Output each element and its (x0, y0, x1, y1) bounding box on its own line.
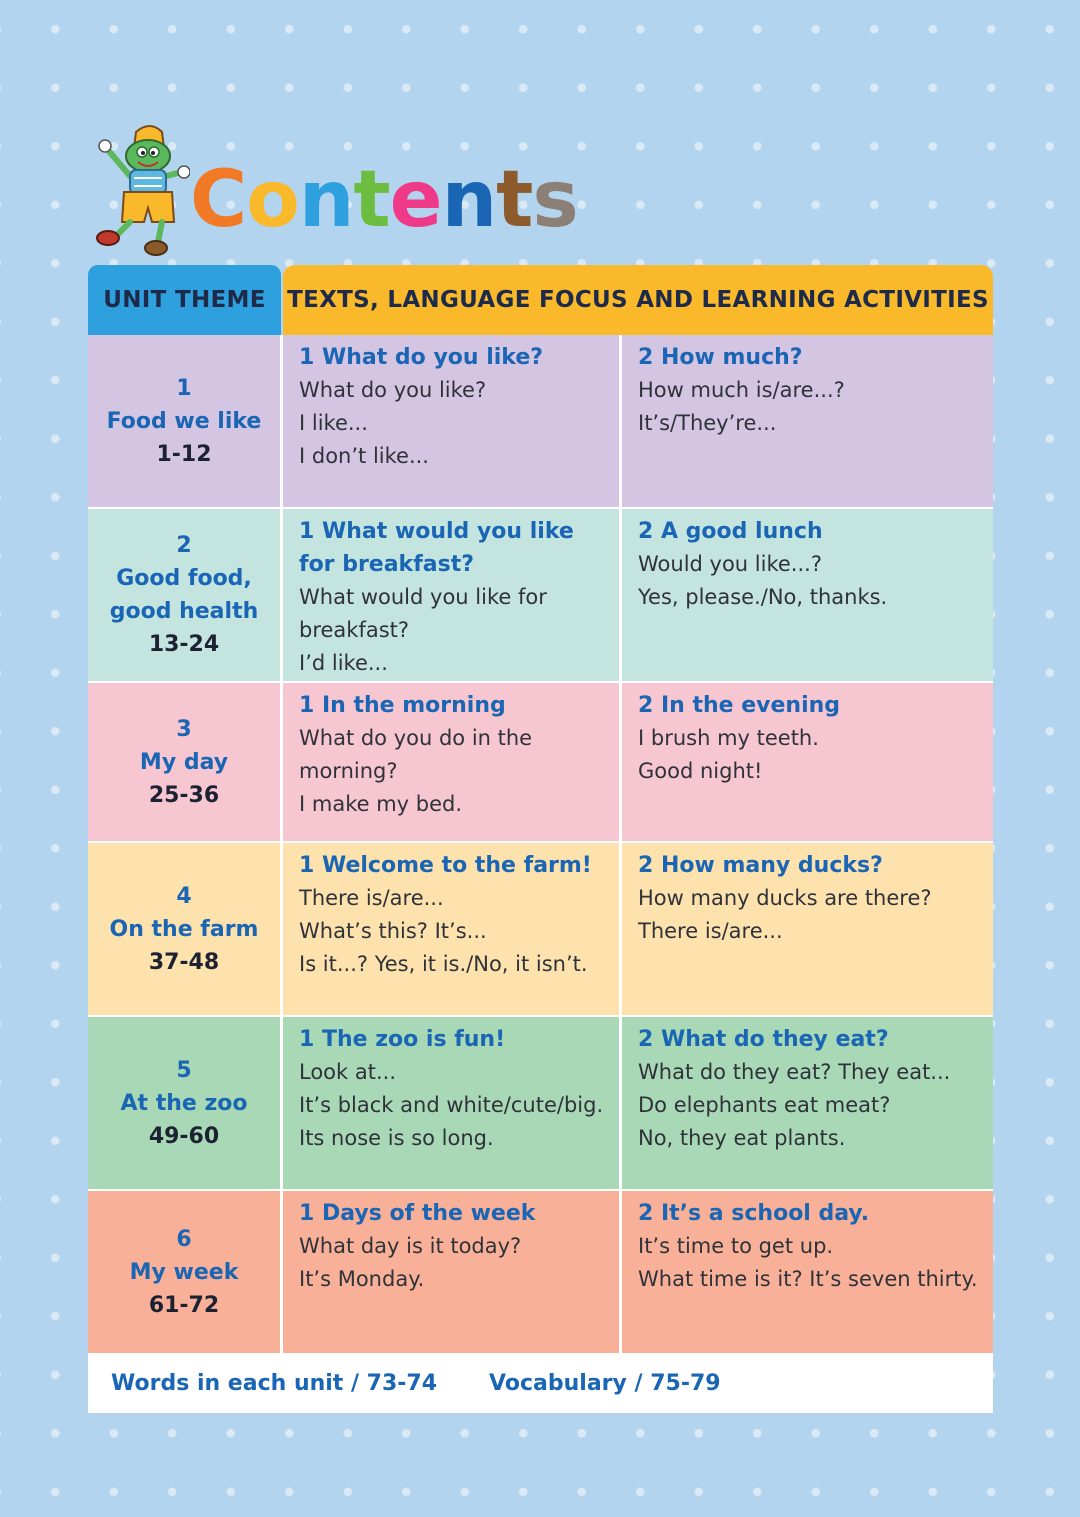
lesson-line: Look at... (299, 1060, 396, 1084)
unit-pages: 49-60 (148, 1123, 220, 1149)
lesson-line: Would you like...? (638, 552, 822, 576)
title-letter: n (298, 155, 354, 245)
unit-name: At the zoo (120, 1090, 248, 1116)
unit-row-2 (88, 509, 993, 683)
unit-row-4 (88, 843, 993, 1017)
unit-name: Good food, good health (109, 566, 259, 624)
unit-theme-cell (88, 683, 283, 841)
header-unit-theme: UNIT THEME (88, 265, 281, 335)
unit-pages: 1-12 (156, 441, 212, 467)
lesson-title: 1 What would you like for breakfast? (299, 519, 574, 577)
lesson-line: There is/are... (638, 919, 783, 943)
lesson-line: What do you like? (299, 378, 487, 402)
lesson-line: What’s this? It’s... (299, 919, 487, 943)
footer-bar (88, 1353, 993, 1413)
lesson-title: 1 What do you like? (299, 345, 544, 370)
title-letter: t (353, 155, 390, 245)
lesson-line: What time is it? It’s seven thirty. (638, 1267, 978, 1291)
lesson-title: 1 In the morning (299, 693, 506, 718)
lesson-cell (622, 843, 993, 1015)
lesson-cell (283, 335, 622, 507)
lesson-cell (622, 1017, 993, 1189)
footer-words-link[interactable]: Words in each unit / 73-74 (111, 1370, 438, 1396)
unit-number: 5 (176, 1057, 192, 1083)
unit-theme-cell (88, 1191, 283, 1353)
lesson-line: Yes, please./No, thanks. (638, 585, 888, 609)
header-texts-language-focus: TEXTS, LANGUAGE FOCUS AND LEARNING ACTIVITIES (283, 265, 993, 335)
lesson-title: 2 A good lunch (638, 519, 823, 544)
unit-pages: 37-48 (148, 949, 220, 975)
title-letter: t (496, 155, 533, 245)
unit-name: Food we like (106, 408, 262, 434)
unit-number: 3 (176, 716, 192, 742)
title-letter: o (246, 155, 299, 245)
lesson-line: How much is/are...? (638, 378, 845, 402)
lesson-line: There is/are... (299, 886, 444, 910)
unit-pages: 25-36 (148, 782, 220, 808)
unit-row-5 (88, 1017, 993, 1191)
lesson-line: Do elephants eat meat? (638, 1093, 891, 1117)
lesson-cell (283, 509, 622, 681)
lesson-line: I make my bed. (299, 792, 463, 816)
lesson-line: What do you do in the morning? (299, 726, 533, 783)
lesson-line: What do they eat? They eat... (638, 1060, 951, 1084)
lesson-line: It’s black and white/cute/big. (299, 1093, 604, 1117)
title-letter: C (190, 155, 247, 245)
lesson-cell (283, 683, 622, 841)
title-letter: s (532, 155, 578, 245)
lesson-cell (622, 335, 993, 507)
lesson-title: 2 How much? (638, 345, 803, 370)
lesson-cell (283, 1017, 622, 1189)
unit-theme-cell (88, 843, 283, 1015)
lesson-title: 2 It’s a school day. (638, 1201, 870, 1226)
lesson-line: I don’t like... (299, 444, 429, 468)
unit-theme-cell (88, 1017, 283, 1189)
unit-name: On the farm (109, 916, 259, 942)
mascot-illustration (90, 118, 190, 258)
title-letter: e (389, 155, 442, 245)
unit-name: My day (139, 749, 229, 775)
lesson-cell (622, 509, 993, 681)
lesson-title: 1 The zoo is fun! (299, 1027, 506, 1052)
unit-number: 4 (176, 883, 192, 909)
lesson-line: It’s time to get up. (638, 1234, 834, 1258)
lesson-line: I brush my teeth. (638, 726, 819, 750)
lesson-title: 2 In the evening (638, 693, 841, 718)
contents-table (88, 335, 993, 1353)
lesson-line: It’s/They’re... (638, 411, 777, 435)
unit-pages: 13-24 (148, 632, 220, 657)
lesson-title: 2 What do they eat? (638, 1027, 889, 1052)
lesson-cell (283, 843, 622, 1015)
unit-number: 1 (176, 375, 192, 401)
unit-row-6 (88, 1191, 993, 1353)
lesson-title: 1 Welcome to the farm! (299, 853, 592, 878)
lesson-cell (622, 1191, 993, 1353)
title-letter: n (441, 155, 497, 245)
lesson-line: No, they eat plants. (638, 1126, 846, 1150)
unit-name: My week (129, 1259, 239, 1285)
unit-number: 2 (176, 533, 192, 558)
lesson-line: What would you like for breakfast? (299, 585, 547, 642)
unit-pages: 61-72 (148, 1292, 220, 1318)
lesson-line: How many ducks are there? (638, 886, 932, 910)
lesson-title: 1 Days of the week (299, 1201, 536, 1226)
unit-theme-cell (88, 335, 283, 507)
lesson-title: 2 How many ducks? (638, 853, 883, 878)
lesson-cell (283, 1191, 622, 1353)
footer-vocabulary-link[interactable]: Vocabulary / 75-79 (489, 1370, 721, 1396)
lesson-line: What day is it today? (299, 1234, 522, 1258)
unit-row-1 (88, 335, 993, 509)
page-title (190, 150, 578, 250)
lesson-line: Good night! (638, 759, 763, 783)
unit-row-3 (88, 683, 993, 843)
lesson-line: Its nose is so long. (299, 1126, 494, 1150)
unit-theme-cell (88, 509, 283, 681)
unit-number: 6 (176, 1226, 192, 1252)
lesson-line: I’d like... (299, 651, 388, 675)
lesson-line: I like... (299, 411, 368, 435)
lesson-line: Is it...? Yes, it is./No, it isn’t. (299, 952, 588, 976)
lesson-line: It’s Monday. (299, 1267, 425, 1291)
lesson-cell (622, 683, 993, 841)
